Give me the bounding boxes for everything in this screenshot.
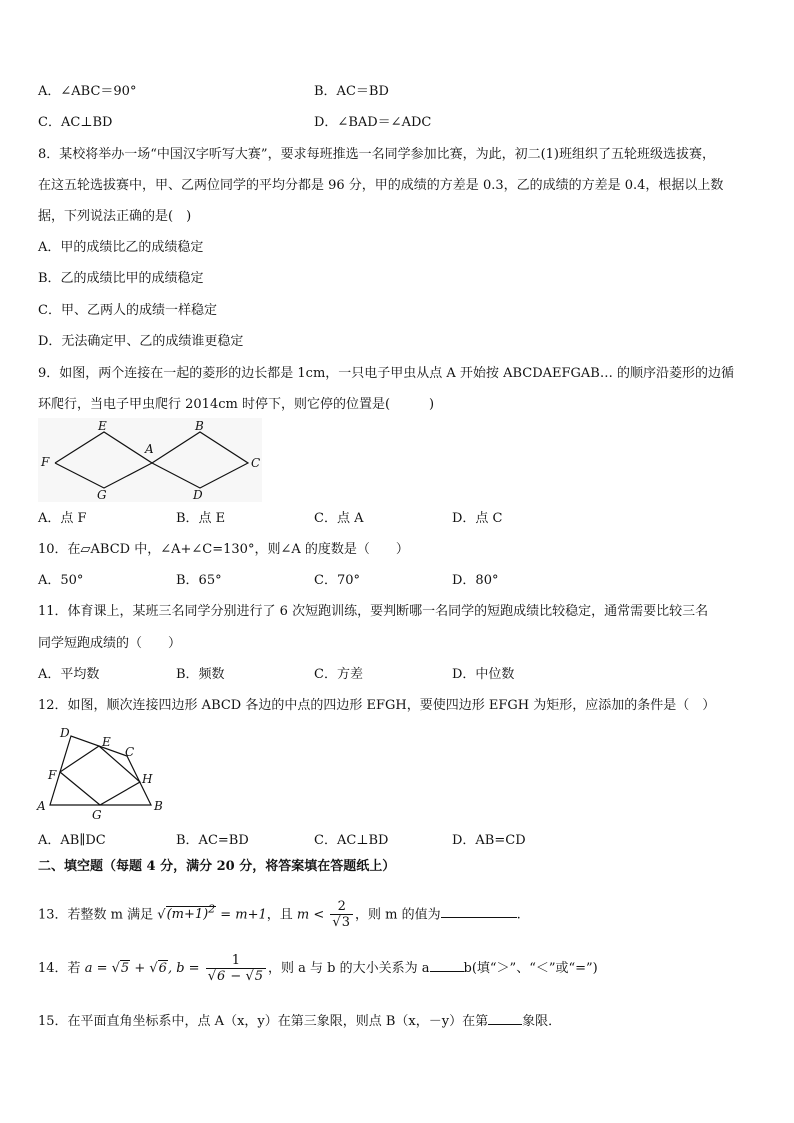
q11-option-b: B．频数 — [176, 667, 225, 682]
q14-b-eq: , b = — [167, 961, 204, 976]
q10-option-c: C．70° — [314, 573, 360, 588]
q10-option-a: A．50° — [38, 573, 84, 588]
q9-rhombus-figure — [38, 418, 262, 502]
q15-prefix: 15．在平面直角坐标系中，点 A（x，y）在第三象限，则点 B（x，－y）在第 — [38, 1014, 489, 1029]
q9-option-b: B．点 E — [176, 511, 226, 526]
q7-option-c: C．AC⊥BD — [38, 115, 113, 130]
q13-sqrt-expression: $√(m+1)^2 = m+1$ — [157, 903, 267, 923]
q12-label-d: D — [60, 726, 70, 740]
q12-stem: 12．如图，顺次连接四边形 ABCD 各边的中点的四边形 EFGH，要使四边形 EFGH 为矩形，应添加的条件是（ ） — [38, 698, 716, 713]
q14-plus: + — [130, 961, 150, 976]
q12-option-b: B．AC=BD — [176, 833, 249, 848]
q13-answer-blank[interactable] — [441, 903, 517, 918]
q14-stem — [38, 952, 598, 986]
q12-label-c: C — [125, 745, 135, 759]
q13-fraction-numerator: 2 — [330, 899, 353, 915]
q13-inequality-lhs: m < — [296, 907, 325, 923]
q14-a-radicand-5: 5 — [120, 961, 130, 976]
q14-minus: − — [226, 968, 246, 984]
q9-label-d: D — [193, 488, 203, 502]
q13-equals: = m+1 — [220, 907, 267, 923]
q9-label-f: F — [41, 455, 50, 469]
q13-stem — [38, 893, 521, 932]
q9-label-g: G — [97, 488, 107, 502]
q10-option-b: B．65° — [176, 573, 222, 588]
q8-stem-line3: 据，下列说法正确的是( ) — [38, 209, 192, 224]
q10-option-d: D．80° — [452, 573, 499, 588]
q13-period: . — [516, 907, 521, 923]
q9-stem-line2: 环爬行，当电子甲虫爬行 2014cm 时停下，则它停的位置是( ) — [38, 397, 435, 412]
q12-label-a: A — [37, 799, 46, 813]
q15-stem — [38, 1010, 561, 1031]
q13-and: ，且 — [266, 907, 293, 923]
q8-stem-line1: 8．某校将举办一场“中国汉字听写大赛”，要求每班推选一名同学参加比赛，为此，初二(1)班组织了五轮班级选拔赛， — [38, 147, 715, 162]
q12-option-d: D．AB=CD — [452, 833, 526, 848]
q9-label-b: B — [195, 419, 204, 433]
q13-denominator-radicand: 3 — [341, 914, 350, 930]
q14-prefix: 14．若 — [38, 961, 81, 976]
q13-exponent: 2 — [208, 903, 216, 916]
q8-option-c: C．甲、乙两人的成绩一样稳定 — [38, 303, 217, 318]
q13-fraction-denominator: √3 — [332, 914, 350, 930]
q12-label-g: G — [92, 808, 102, 822]
q14-tail: b(填“＞”、“＜”或“=”) — [463, 961, 598, 976]
q13-suffix: ，则 m 的值为 — [355, 907, 441, 923]
q9-label-c: C — [251, 456, 261, 470]
q13-fraction — [330, 899, 353, 931]
q14-fraction-numerator: 1 — [206, 953, 266, 969]
q14-a-eq: a = — [84, 961, 112, 976]
q7-option-d: D．∠BAD＝∠ADC — [314, 115, 432, 130]
q8-option-d: D．无法确定甲、乙的成绩谁更稳定 — [38, 334, 244, 349]
q9-label-a: A — [145, 442, 154, 456]
q14-a-radicand-6: 6 — [158, 961, 167, 976]
q11-stem-line1: 11．体育课上，某班三名同学分别进行了 6 次短跑训练，要判断哪一名同学的短跑成绩比较稳定，通常需要比较三名 — [38, 604, 709, 619]
q11-option-d: D．中位数 — [452, 667, 515, 682]
q8-option-b: B．乙的成绩比甲的成绩稳定 — [38, 271, 204, 286]
q14-fraction — [206, 953, 266, 985]
q12-label-b: B — [154, 799, 163, 813]
q14-suffix: ，则 a 与 b 的大小关系为 a — [268, 961, 430, 976]
q15-answer-blank[interactable] — [488, 1010, 522, 1025]
q12-quadrilateral-figure — [34, 724, 168, 824]
q8-stem-line2: 在这五轮选拔赛中，甲、乙两位同学的平均分都是 96 分，甲的成绩的方差是 0.3，乙的成绩的方差是 0.4，根据以上数 — [38, 178, 724, 193]
q14-answer-blank[interactable] — [430, 957, 464, 972]
q9-option-a: A．点 F — [38, 511, 87, 526]
q10-stem: 10．在▱ABCD 中，∠A+∠C=130°，则∠A 的度数是（ ） — [38, 542, 409, 557]
q12-option-c: C．AC⊥BD — [314, 833, 389, 848]
q9-option-c: C．点 A — [314, 511, 364, 526]
q14-a-expression: a = √5 + √6, b = — [84, 961, 204, 976]
q12-option-a: A．AB∥DC — [38, 833, 106, 848]
q13-prefix: 13．若整数 m 满足 — [38, 907, 154, 923]
section-heading-fill-in: 二、填空题（每题 4 分，满分 20 分，将答案填在答题纸上） — [38, 859, 396, 874]
q11-option-c: C．方差 — [314, 667, 363, 682]
q9-stem-line1: 9．如图，两个连接在一起的菱形的边长都是 1cm，一只电子甲虫从点 A 开始按 ABCDAEFGAB… 的顺序沿菱形的边循 — [38, 366, 734, 381]
q12-label-f: F — [48, 768, 57, 782]
q9-label-e: E — [98, 419, 107, 433]
q11-stem-line2: 同学短跑成绩的（ ） — [38, 636, 182, 651]
q7-option-a: A．∠ABC＝90° — [38, 84, 137, 99]
q14-fraction-denominator: √6 − √5 — [207, 968, 264, 984]
q7-option-b: B．AC＝BD — [314, 84, 389, 99]
q11-option-a: A．平均数 — [38, 667, 100, 682]
q14-den-radicand-5: 5 — [254, 968, 264, 984]
q9-option-d: D．点 C — [452, 511, 503, 526]
q14-den-radicand-6: 6 — [216, 968, 226, 984]
q12-label-h: H — [142, 772, 153, 786]
q8-option-a: A．甲的成绩比乙的成绩稳定 — [38, 240, 204, 255]
q15-suffix: 象限． — [522, 1014, 562, 1029]
q12-label-e: E — [102, 735, 111, 749]
q13-radicand: (m+1) — [166, 907, 209, 923]
